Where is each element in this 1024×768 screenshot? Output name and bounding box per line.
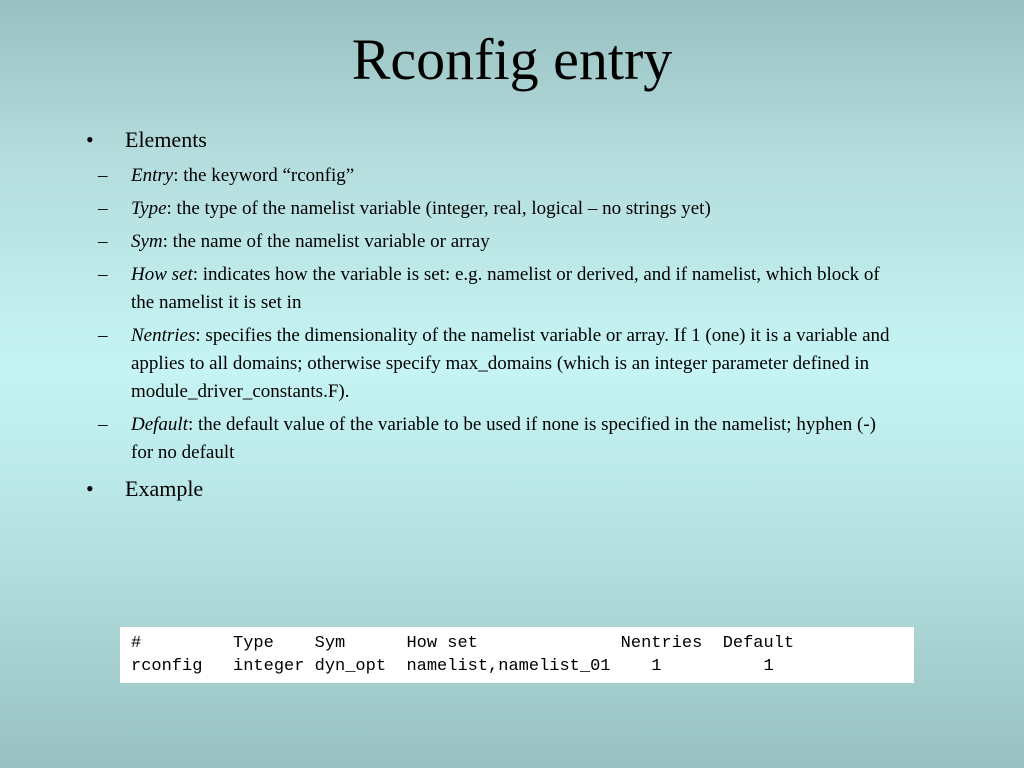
term-default: Default (131, 414, 188, 435)
bullet-elements (86, 126, 946, 154)
dash-marker: – (98, 165, 108, 186)
bullet-example (86, 475, 946, 503)
dash-marker: – (98, 414, 108, 435)
dash-marker: – (98, 198, 108, 219)
sub-item-nentries (92, 322, 891, 406)
desc-type: : the type of the namelist variable (integer, real, logical – no strings yet) (166, 198, 711, 219)
desc-nentries: : specifies the dimensionality of the namelist variable or array. If 1 (one) it is a variable and applies to all domains; otherwise specify max_domains (which is an integer parameter defined in module_driver_constants.F). (131, 325, 890, 402)
term-sym: Sym (131, 231, 163, 252)
sub-item-default (92, 411, 891, 467)
sub-item-sym (92, 228, 891, 256)
term-type: Type (131, 198, 167, 219)
desc-how-set: : indicates how the variable is set: e.g. namelist or derived, and if namelist, which block of the namelist it is set in (131, 264, 880, 313)
elements-sublist (92, 162, 946, 467)
term-nentries: Nentries (131, 325, 196, 346)
code-header-line: # Type Sym How set Nentries Default (131, 634, 795, 653)
sub-item-type (92, 195, 891, 223)
example-code-box (120, 627, 914, 683)
code-entry-line: rconfig integer dyn_opt namelist,namelist_01 1 1 (131, 657, 774, 676)
elements-sublist-container (86, 162, 946, 467)
desc-sym: : the name of the namelist variable or array (162, 231, 490, 252)
dash-marker: – (98, 231, 108, 252)
dash-marker: – (98, 325, 108, 346)
term-how-set: How set (131, 264, 193, 285)
example-label: Example (125, 476, 204, 501)
bullet-list (86, 126, 946, 503)
bullet-marker: • (86, 127, 94, 152)
elements-label: Elements (125, 127, 207, 152)
term-entry: Entry (131, 165, 174, 186)
desc-default: : the default value of the variable to be used if none is specified in the namelist; hyphen (-) for no default (131, 414, 876, 463)
desc-entry: : the keyword “rconfig” (173, 165, 355, 186)
sub-item-how-set (92, 261, 891, 317)
dash-marker: – (98, 264, 108, 285)
bullet-marker: • (86, 476, 94, 501)
sub-item-entry (92, 162, 891, 190)
slide-title: Rconfig entry (351, 27, 673, 92)
